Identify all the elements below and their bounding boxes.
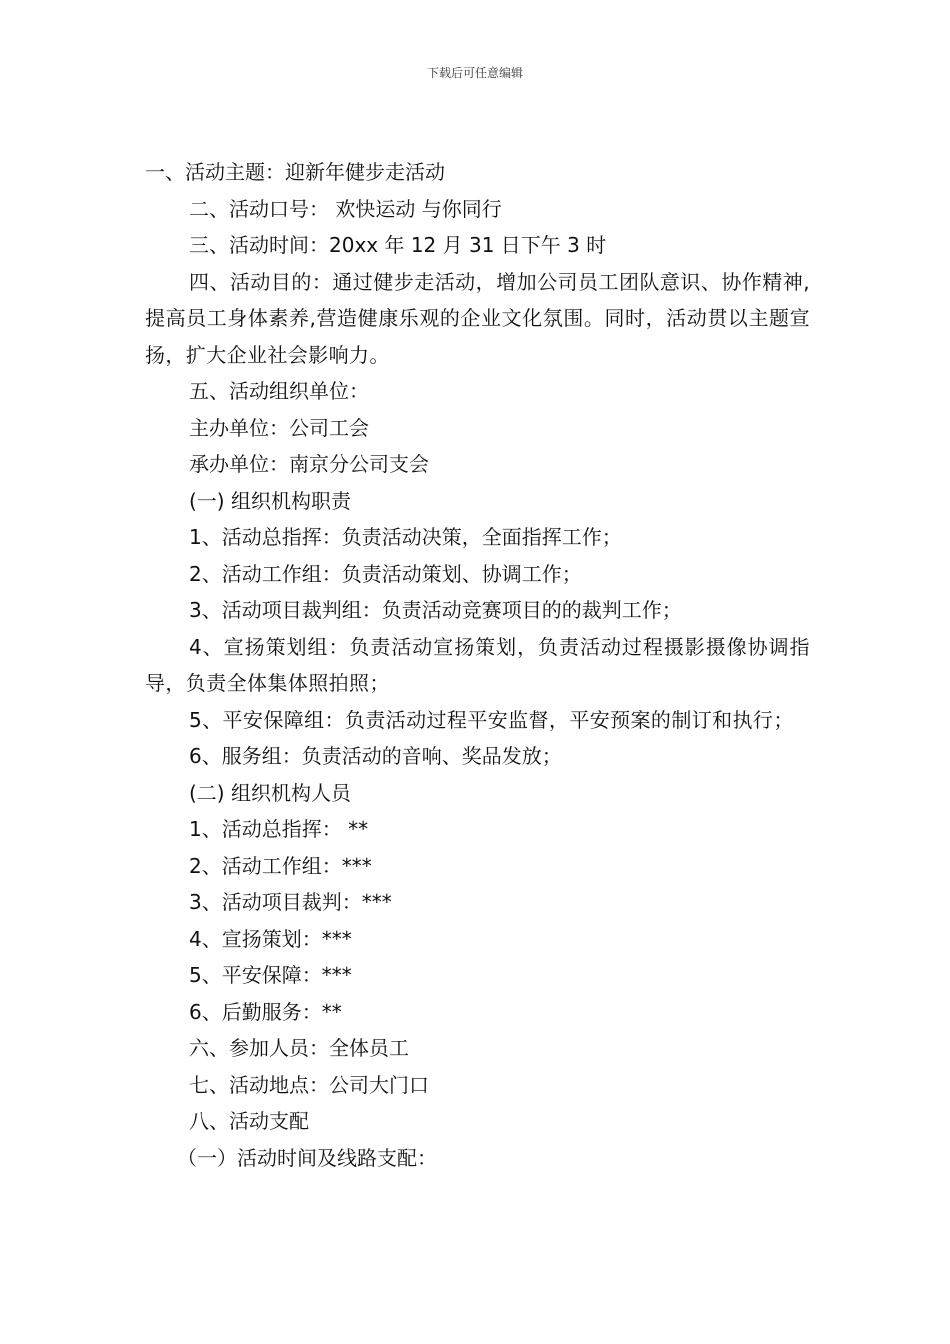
section-arrangement: 八、活动支配 [189,1109,309,1133]
section-time: 三、活动时间：20xx 年 12 月 31 日下午 3 时 [189,233,607,257]
duty-item-2: 2、活动工作组：负责活动策划、协调工作； [189,561,582,586]
section-organizers: 五、活动组织单位： [189,379,369,403]
duty-item-6: 6、服务组：负责活动的音响、奖品发放； [189,744,562,768]
staff-item-2: 2、活动工作组：*** [189,853,372,878]
staff-item-1: 1、活动总指挥： ** [189,817,369,841]
section-location: 七、活动地点：公司大门口 [189,1072,429,1097]
staff-item-6: 6、后勤服务：** [189,999,342,1024]
subsection-duties: (一) 组织机构职责 [189,488,351,513]
duty-item-4: 4、宣扬策划组：负责活动宣扬策划，负责活动过程摄影摄像协调指导，负责全体集体照拍照； [145,634,810,695]
duty-item-1: 1、活动总指挥：负责活动决策，全面指挥工作； [189,525,622,549]
staff-item-3: 3、活动项目裁判：*** [189,890,392,914]
page-header: 下载后可任意编辑 [426,66,523,80]
subsection-route: （一）活动时间及线路支配： [177,1145,437,1170]
undertaking-unit: 承办单位：南京分公司支会 [189,452,429,476]
host-unit: 主办单位：公司工会 [189,415,369,440]
document-body [145,154,810,1176]
section-participants: 六、参加人员：全体员工 [189,1036,409,1060]
duty-item-3: 3、活动项目裁判组：负责活动竞赛项目的的裁判工作； [189,598,682,622]
section-slogan: 二、活动口号： 欢快运动 与你同行 [189,196,502,221]
section-purpose: 四、活动目的：通过健步走活动，增加公司员工团队意识、协作精神,提高员工身体素养,营造健康乐观的企业文化氛围。同时，活动贯以主题宣扬，扩大企业社会影响力。 [145,269,810,367]
staff-item-5: 5、平安保障：*** [189,963,352,987]
section-theme: 一、活动主题：迎新年健步走活动 [145,160,445,184]
subsection-staff: (二) 组织机构人员 [189,780,351,805]
staff-item-4: 4、宣扬策划：*** [189,926,352,951]
duty-item-5: 5、平安保障组：负责活动过程平安监督，平安预案的制订和执行； [189,707,794,732]
